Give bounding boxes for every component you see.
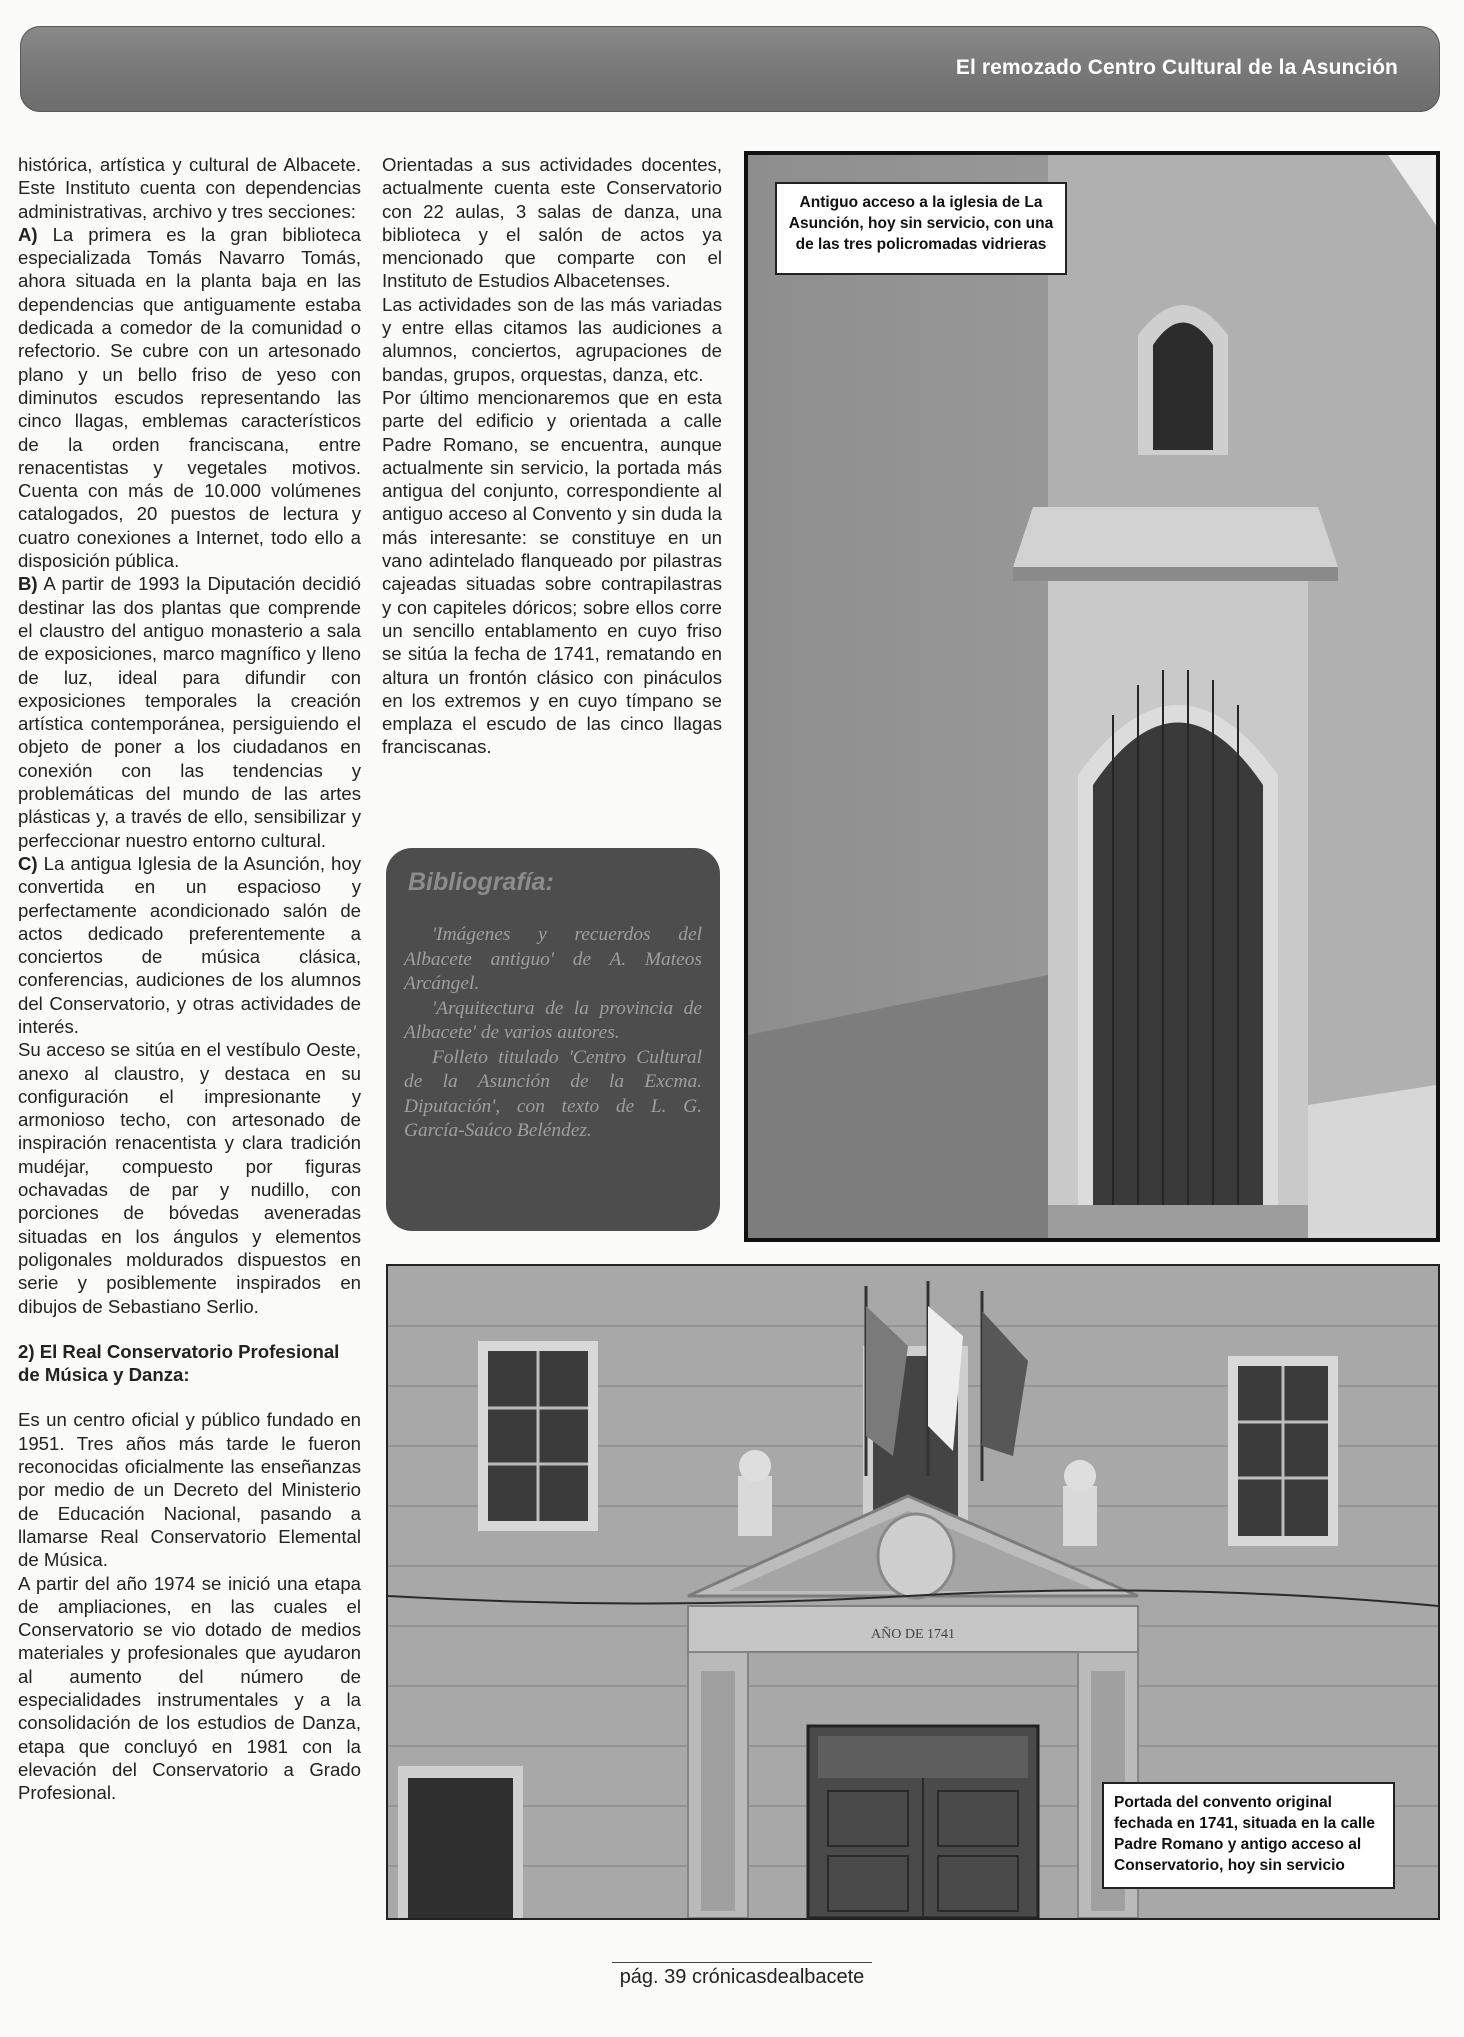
photo-church-doorway [744, 151, 1440, 1242]
paragraph-actividades: Las actividades son de las más variadas y entre ellas citamos las audiciones a alumnos, conciertos, agrupaciones de bandas, grupos, orquestas, danza, etc. [382, 293, 722, 385]
section-title: El remozado Centro Cultural de la Asunción [955, 56, 1398, 79]
bibliography-box [386, 848, 720, 1231]
header-banner [20, 26, 1440, 112]
label-c: C) [18, 852, 38, 874]
paragraph-portada: Por último mencionaremos que en esta parte del edificio y orientada a calle Padre Romano, se encuentra, aunque actualmente sin servicio, la portada más antigua del conjunto, correspondiente al antiguo acceso al Convento y sin duda la más interesante: se constituye en un vano adintelado flanqueado por pilastras cajeadas situadas sobre contrapilastras y con capiteles dóricos; sobre ellos corre un sencillo entablamento en cuyo friso se sitúa la fecha de 1741, rematando en altura un frontón clásico con pináculos en los extremos y en cuyo tímpano se emplaza el escudo de las cinco llagas franciscanas. [382, 386, 722, 758]
text-c: La antigua Iglesia de la Asunción, hoy convertida en un espacioso y perfectamente acondicionado salón de actos dedicado preferentemente a conciertos de música clásica, conferencias, audiciones de los alumnos del Conservatorio, y otras actividades de interés. [18, 852, 361, 1037]
text-a: La primera es la gran biblioteca especializada Tomás Navarro Tomás, ahora situada en la planta baja en las dependencias que antiguamente estaba dedicada a comedor de la comunidad o refectorio. Se cubre con un artesonado plano y un bello friso de yeso con diminutos escudos representando las cinco llagas, emblemas característicos de la orden franciscana, entre renacentistas y vegetales motivos. Cuenta con más de 10.000 volúmenes catalogados, 20 puestos de lectura y cuatro conexiones a Internet, todo ello a disposición pública. [18, 223, 361, 572]
bibliography-title: Bibliografía: [408, 868, 554, 896]
text-column-2 [382, 153, 722, 759]
text-column-1 [18, 153, 361, 1804]
label-b: B) [18, 573, 38, 595]
paragraph-1974: A partir del año 1974 se inició una etapa de ampliaciones, en las cuales el Conservatorio se vio dotado de medios materiales y profesionales que ayudaron al aumento del número de especialidades instrumentales y a la consolidación de los estudios de Danza, etapa que concluyó en 1981 con la elevación del Conservatorio a Grado Profesional. [18, 1572, 361, 1804]
paragraph-acceso: Su acceso se sitúa en el vestíbulo Oeste, anexo al claustro, y destaca en su configuración el impresionante y armonioso techo, con artesonado de inspiración renacentista y clara tradición mudéjar, compuesto por figuras ochavadas de par y nudillo, con porciones de bóvedas aveneradas situadas en los ángulos y elementos poligonales moldurados dispuestos en serie y posiblemente inspirados en dibujos de Sebastiano Serlio. [18, 1039, 361, 1317]
subheading-conservatorio: 2) El Real Conservatorio Profesional de Música y Danza: [18, 1340, 340, 1386]
footer-rule [612, 1962, 872, 1963]
paragraph-section-b [18, 572, 361, 852]
paragraph-aulas: Orientadas a sus actividades docentes, actualmente cuenta este Conservatorio con 22 aulas, 3 salas de danza, una biblioteca y el salón de actos ya mencionado que comparte con el Instituto de Estudios Albacetenses. [382, 154, 722, 292]
text-b: A partir de 1993 la Diputación decidió destinar las dos plantas que comprende el claustro del antiguo monasterio a sala de exposiciones, marco magnífico y lleno de luz, ideal para difundir con exposiciones temporales la creación artística contemporánea, persiguiendo el objeto de poner a los ciudadanos en conexión con las tendencias y problemáticas del mundo de las artes plásticas y, a través de ello, sensibilizar y perfeccionar nuestro entorno cultural. [18, 573, 361, 851]
paragraph-intro: histórica, artística y cultural de Albacete. Este Instituto cuenta con dependencias administrativas, archivo y tres secciones: [18, 154, 361, 222]
church-doorway-image [748, 155, 1436, 1238]
label-a: A) [18, 223, 38, 245]
bibliography-item: 'Imágenes y recuerdos del Albacete antiguo' de A. Mateos Arcángel. [404, 924, 702, 994]
bibliography-item: Folleto titulado 'Centro Cultural de la Asunción de la Excma. Diputación', con texto de L. G. García-Saúco Beléndez. [404, 1046, 702, 1141]
photo-caption-2: Portada del convento original fechada en 1741, situada en la calle Padre Romano y antigo acceso al Conservatorio, hoy sin servicio [1102, 1782, 1395, 1889]
photo-caption-1: Antiguo acceso a la iglesia de La Asunción, hoy sin servicio, con una de las tres policromadas vidrieras [775, 182, 1067, 275]
paragraph-centro: Es un centro oficial y público fundado en 1951. Tres años más tarde le fueron reconocidas oficialmente las enseñanzas por medio de un Decreto del Ministerio de Educación Nacional, pasando a llamarse Real Conservatorio Elemental de Música. [18, 1409, 361, 1571]
paragraph-section-c [18, 852, 361, 1038]
facade-inscription: AÑO DE 1741 [871, 1627, 955, 1642]
bibliography-item: 'Arquitectura de la provincia de Albacete' de varios autores. [404, 997, 702, 1043]
paragraph-section-a [18, 223, 361, 572]
page-footer: pág. 39 crónicasdealbacete [619, 1966, 865, 1988]
